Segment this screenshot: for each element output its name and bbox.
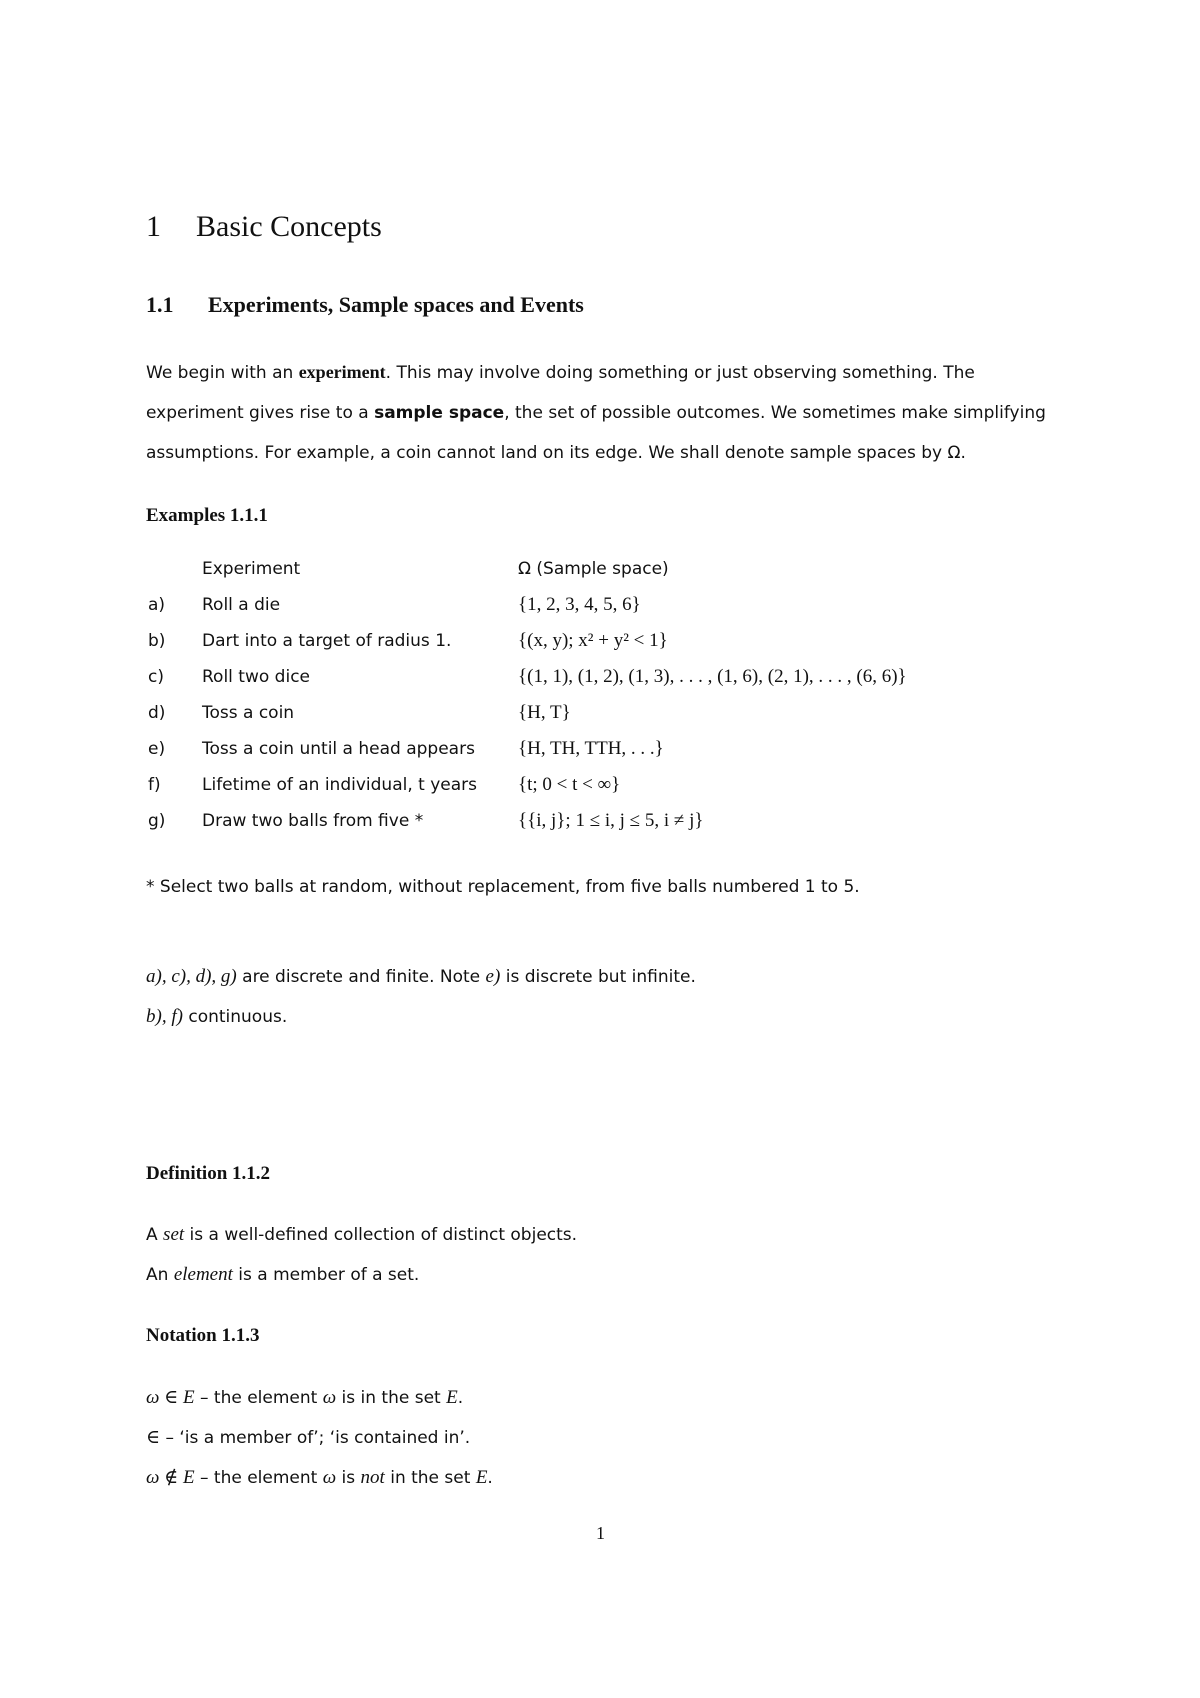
classification-line-2 [146, 1006, 287, 1028]
column-header-sample-space: Ω (Sample space) [518, 559, 669, 579]
example-label: d) [148, 703, 166, 723]
example-row [148, 803, 978, 839]
definition-heading: Definition 1.1.2 [146, 1163, 271, 1184]
text: – the element [194, 1388, 323, 1408]
text: – ‘is a member of’; ‘is contained in’. [160, 1428, 471, 1448]
example-row [148, 659, 978, 695]
example-experiment: Roll two dice [202, 667, 310, 687]
notation-line-3 [146, 1466, 493, 1489]
example-row [148, 767, 978, 803]
chapter-heading [146, 210, 382, 244]
math: ω ∉ E [146, 1467, 195, 1488]
math: ω [322, 1467, 337, 1488]
intro-text-2: . This may involve doing something or just observing something. The experiment gives rise to a [146, 363, 975, 423]
text: . [457, 1388, 464, 1408]
keyword-experiment: experiment [298, 362, 386, 382]
example-row [148, 587, 978, 623]
section-number: 1.1 [146, 292, 174, 317]
text: is [336, 1468, 361, 1488]
example-sample-space: {(x, y); x² + y² < 1} [518, 630, 668, 651]
notation-heading: Notation 1.1.3 [146, 1325, 260, 1346]
section-heading [146, 292, 584, 318]
example-experiment: Roll a die [202, 595, 281, 615]
example-label: b) [148, 631, 166, 651]
text: is a well-defined collection of distinct objects. [184, 1225, 578, 1245]
text: in the set [384, 1468, 476, 1488]
example-experiment: Toss a coin until a head appears [202, 739, 475, 759]
page-number: 1 [596, 1523, 605, 1543]
example-sample-space: {H, T} [518, 702, 571, 723]
classification-line-1 [146, 966, 696, 988]
example-row [148, 623, 978, 659]
example-sample-space: {{i, j}; 1 ≤ i, j ≤ 5, i ≠ j} [518, 810, 704, 831]
example-sample-space: {H, TH, TTH, . . .} [518, 738, 664, 759]
chapter-title: Basic Concepts [196, 210, 382, 243]
example-experiment: Lifetime of an individual, t years [202, 775, 477, 795]
definition-line-element [146, 1264, 419, 1286]
example-experiment: Dart into a target of radius 1. [202, 631, 452, 651]
example-sample-space: {(1, 1), (1, 2), (1, 3), . . . , (1, 6), (2, 1), . . . , (6, 6)} [518, 666, 907, 687]
math-discrete-list: a), c), d), g) [146, 966, 237, 987]
examples-heading: Examples 1.1.1 [146, 505, 268, 526]
math: E [446, 1387, 458, 1408]
example-experiment: Draw two balls from five * [202, 811, 424, 831]
math: ω ∈ E [146, 1387, 195, 1408]
math-e: e) [485, 966, 501, 987]
text: continuous. [182, 1007, 288, 1027]
text: is a member of a set. [232, 1265, 420, 1285]
math: ω [322, 1387, 337, 1408]
text: is in the set [336, 1388, 447, 1408]
examples-header-row [148, 551, 978, 587]
column-header-experiment: Experiment [202, 559, 301, 579]
example-row [148, 695, 978, 731]
example-label: c) [148, 667, 164, 687]
keyword-sample-space: sample space [374, 403, 505, 423]
term-set: set [163, 1224, 185, 1245]
notation-line-2 [146, 1426, 470, 1449]
notation-line-1 [146, 1386, 463, 1409]
emphasis-not: not [360, 1467, 385, 1488]
example-label: a) [148, 595, 166, 615]
math-continuous-list: b), f) [146, 1006, 183, 1027]
intro-paragraph [146, 352, 1066, 473]
math: E [475, 1467, 488, 1488]
text: is discrete but infinite. [500, 967, 696, 987]
example-sample-space: {t; 0 < t < ∞} [518, 774, 621, 795]
text: – the element [194, 1468, 323, 1488]
examples-table [148, 551, 978, 839]
term-element: element [173, 1264, 233, 1285]
chapter-number: 1 [146, 210, 161, 243]
example-experiment: Toss a coin [202, 703, 295, 723]
example-sample-space: {1, 2, 3, 4, 5, 6} [518, 594, 641, 615]
example-row [148, 731, 978, 767]
text: An [146, 1265, 174, 1285]
definition-line-set [146, 1224, 577, 1246]
text: . [487, 1468, 493, 1488]
examples-footnote: * Select two balls at random, without replacement, from five balls numbered 1 to 5. [146, 877, 860, 897]
text: are discrete and finite. Note [236, 967, 486, 987]
intro-text-3: , the set of possible outcomes. We sometimes make simplifying assumptions. For example, a coin cannot land on its edge. We shall denote sample spaces by Ω. [146, 403, 1046, 463]
example-label: g) [148, 811, 166, 831]
example-label: e) [148, 739, 166, 759]
section-title: Experiments, Sample spaces and Events [208, 292, 584, 317]
example-label: f) [148, 775, 161, 795]
intro-text-1: We begin with an [146, 363, 299, 383]
text: A [146, 1225, 164, 1245]
math: ∈ [146, 1427, 161, 1448]
